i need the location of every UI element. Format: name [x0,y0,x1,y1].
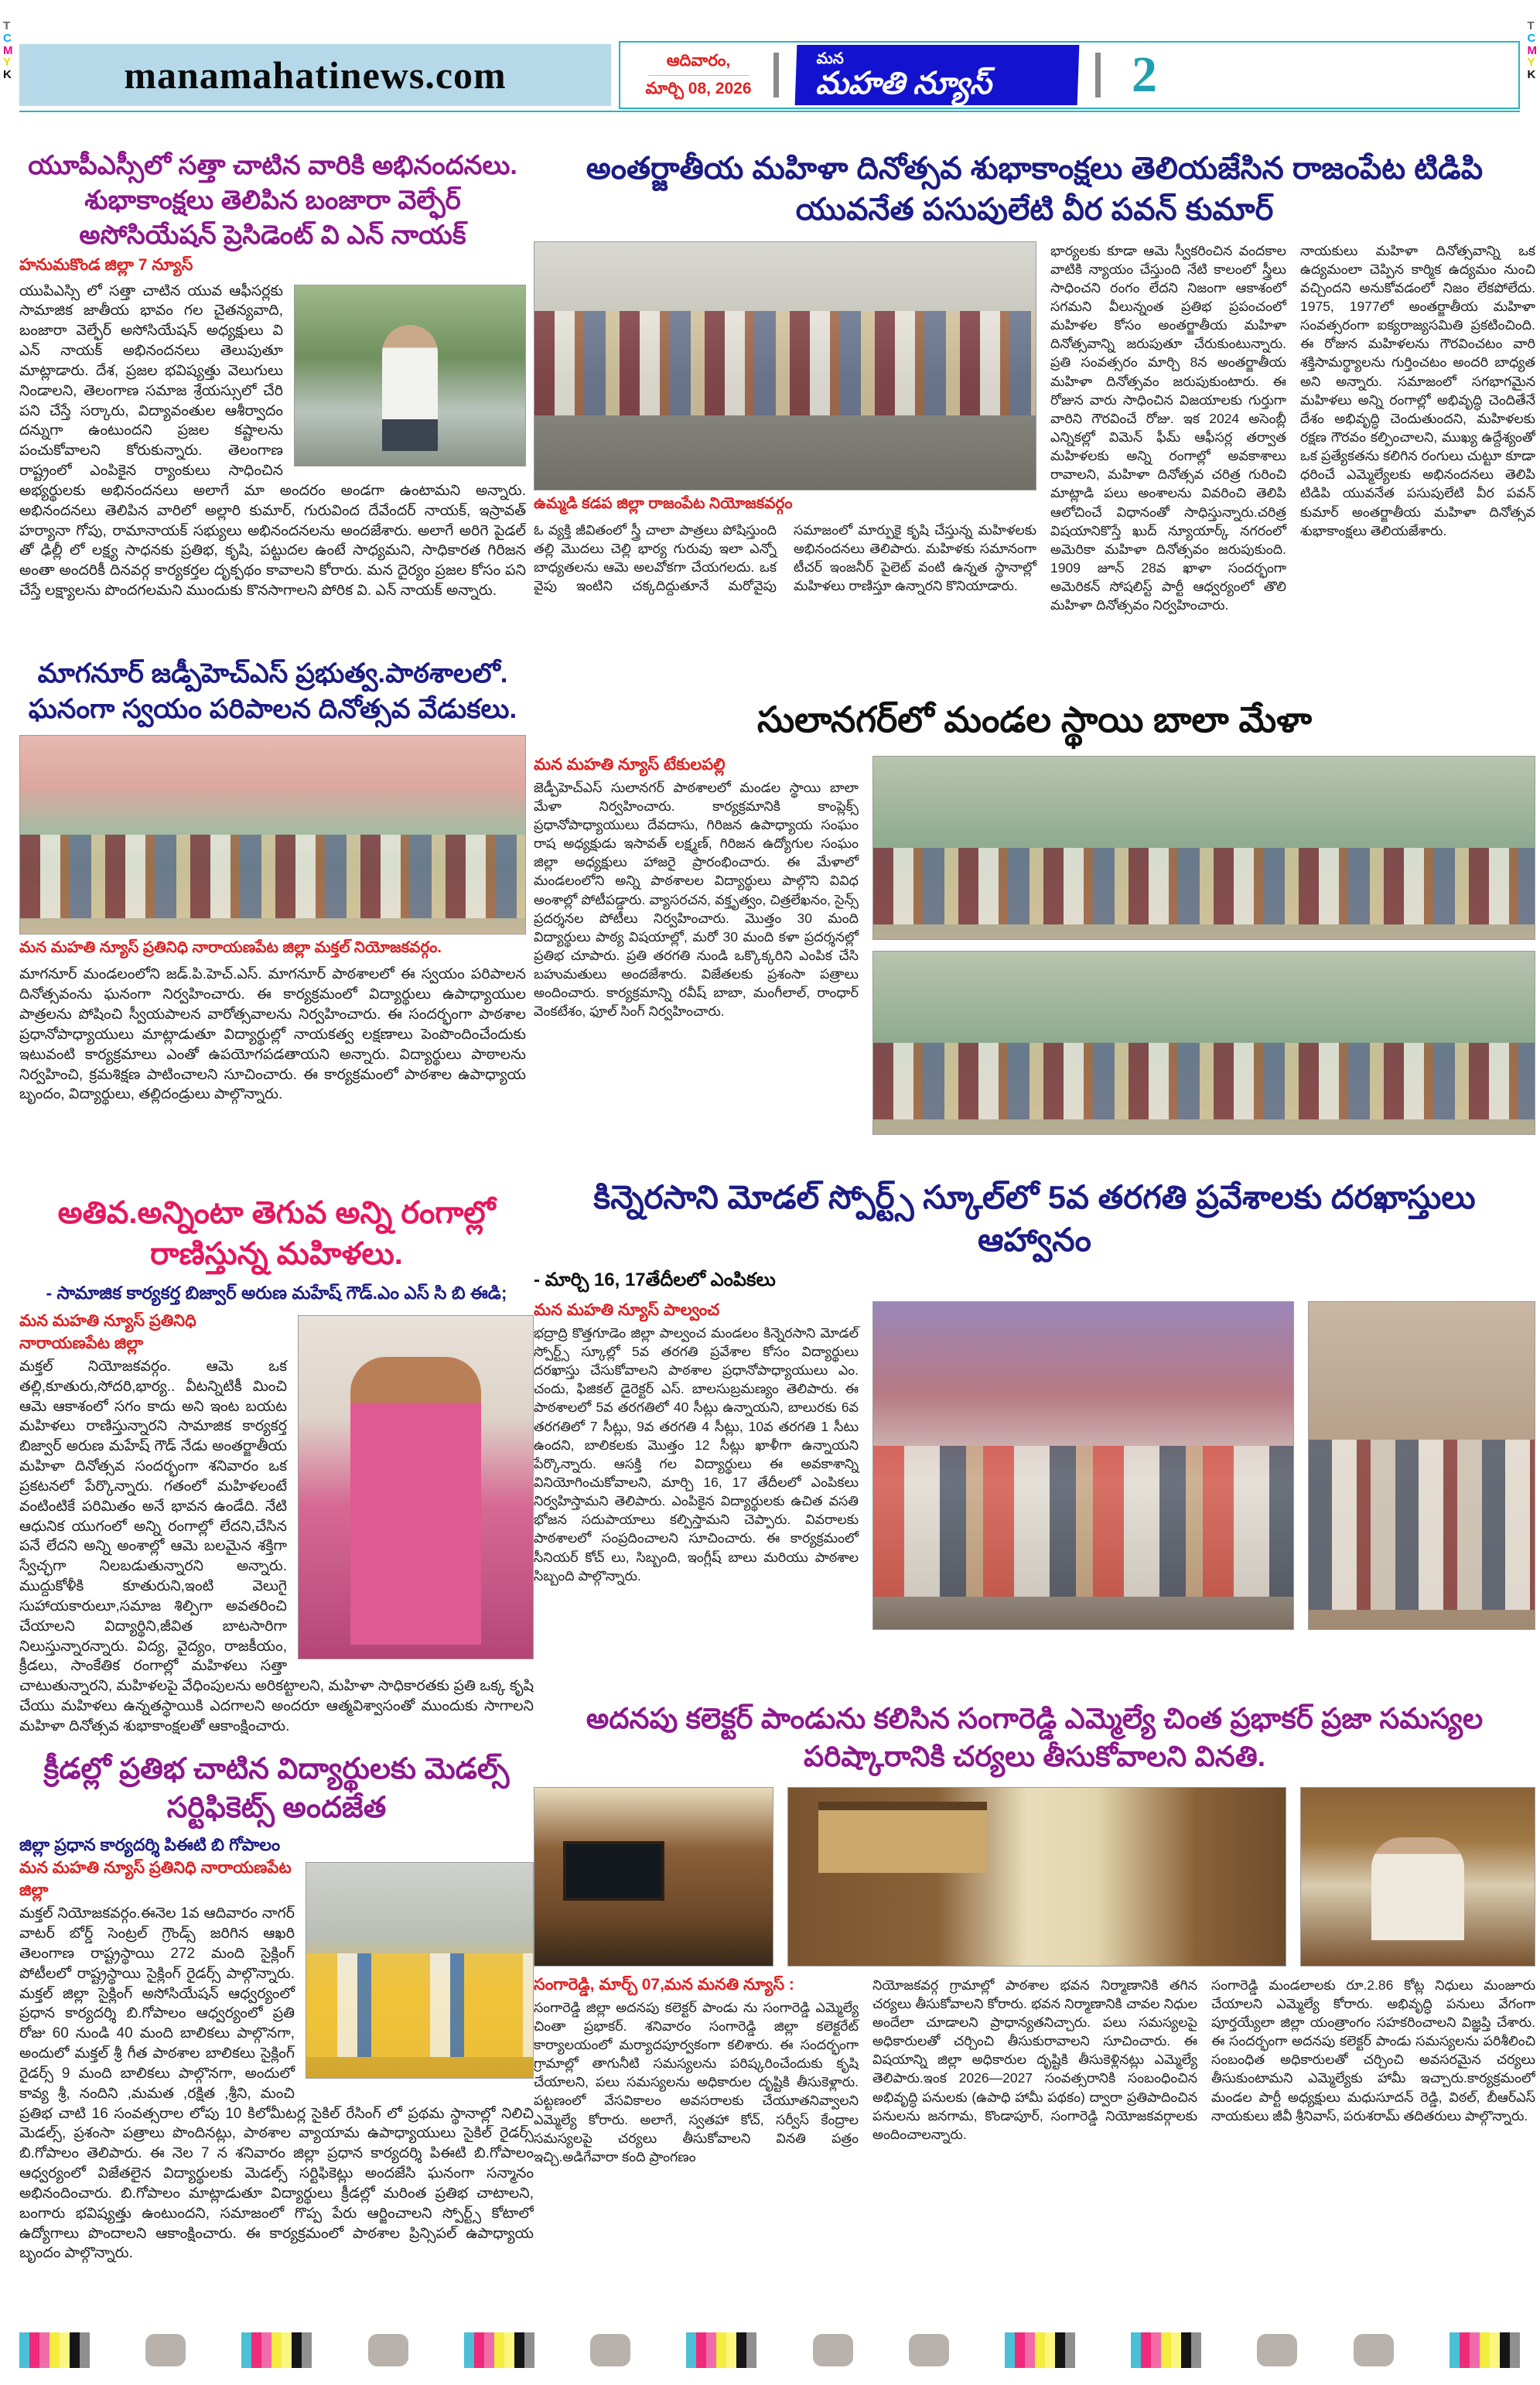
cmyk-bar-group [686,2332,756,2368]
date-value: మార్చి 08, 2026 [645,79,752,97]
article-women-achievers [19,1193,534,1746]
caption-maganur: మన మహతి న్యూస్ ప్రతినిధి నారాయణపేట జిల్లా మక్తల్ నియోజకవర్గం. [19,939,442,957]
cmyk-bar-group [1131,2332,1201,2368]
headline-mla: అదనపు కలెక్టర్ పాండును కలిసిన సంగారెడ్డి ఎమ్మెల్యే చింత ప్రభాకర్ ప్రజా సమస్యల పరిష్కారానికి చర్యలు తీసుకోవాలని వినతి. [586,1703,1484,1772]
photo-vn-nayak-waving [294,285,526,466]
cmyk-registration-strip [19,2330,1520,2370]
headline-maganur: మాగనూర్ జడ్పీహెచ్ఎస్ ప్రభుత్వ.పాఠశాలలో. ఘనంగా స్వయం పరిపాలన దినోత్సవ వేడుకలు. [28,658,517,725]
headline-balamela: సులానగర్‌లో మండల స్థాయి బాలా మేళా [756,699,1313,740]
photo-balamela-group-1 [872,756,1535,940]
cmyk-bar-group [19,2332,90,2368]
header-underline [19,111,1520,112]
photo-office-mla-reading [1300,1787,1535,1966]
gray-blob [590,2334,630,2366]
headline-women: అతివ.అన్నింటా తెగువ అన్ని రంగాల్లో రాణిస్తున్న మహిళలు. [57,1196,496,1271]
divider-bar [773,53,779,97]
subhead-medals: జిల్లా ప్రధాన కార్యదర్శి పిఈటి బి గోపాలం [19,1835,281,1855]
page-number: 2 [1132,46,1157,103]
article-mla-collector [534,1700,1535,2323]
dateline-balamela: మన మహతి న్యూస్ టేకులపల్లి [534,755,726,774]
cmyk-bar-group [1450,2332,1520,2368]
dateline-women: మన మహతి న్యూస్ ప్రతినిధి నారాయణపేట జిల్లా [19,1311,196,1352]
body-kinnerasani: భద్రాద్రి కొత్తగూడెం జిల్లా పాల్వంచ మండలం కిన్నెరసాని మోడల్ స్పోర్ట్స్ స్కూల్లో 5వ తరగతి ప్రవేశాల కోసం విద్యార్థులు దరఖాస్తు చేసుకోవాలని పాఠశాల ప్రధానోపాధ్యాయులు ఎం. చందు, ఫిజికల్ డైరెక్టర్ ఎస్. బాలసుబ్రమణ్యం తెలిపారు. ఈ పాఠశాలలో 5వ తరగతిలో 40 సీట్లు ఉన్నాయని, బాలురకు 6వ తరగతిలో 7 సీట్లు, 9వ తరగతి 4 సీట్లు, 10వ తరగతి 1 సీటు ఉందని, బాలికలకు మొత్తం 12 సీట్లు ఖాళీగా ఉన్నాయని పేర్కొన్నారు. ఆసక్తి గల విద్యార్థులు ఈ అవకాశాన్ని వినియోగించుకోవాలని, మార్చి 16, 17 తేదీలలో ఎంపికలు నిర్వహిస్తామని తెలిపారు. ఎంపికైన విద్యార్థులకు ఉచిత వసతి భోజన సదుపాయాలు కల్పిస్తామని చెప్పారు. వివరాలకు పాఠశాలలో సంప్రదించాలని సూచించారు. ఈ కార్యక్రమంలో సీనియర్ కోచ్ లు, సిబ్బంది, ఇంగ్లీష్ బాలు మరియు పాఠశాల సిబ్బంది పాల్గొన్నారు. [534,1324,859,1584]
dateline-mla: సంగారెడ్డి, మార్చ్ 07,మన మనతి న్యూస్ : [534,1975,794,1994]
photo-office-tv [534,1787,773,1966]
dateline-medals: మన మహతి న్యూస్ ప్రతినిధి నారాయణపేట జిల్లా [19,1859,292,1900]
logo-top-text: మన [816,50,845,67]
dateline-kinnerasani: మన మహతి న్యూస్ పాల్వంచ [534,1300,720,1319]
regmark-top-right: T C M Y K [1527,19,1537,81]
article-student-medals [19,1750,534,2326]
header-right [619,41,1520,109]
body-womens-day-col3: నాయకులు మహిళా దినోత్సవాన్ని ఒక ఉద్యమంలా చెప్పిన కార్మిక ఉద్యమం నుంచి వచ్చిందని అనుకోవడంలో నిజం లేకపోలేదు. 1975, 1977లో అంతర్జాతీయ మహిళా సంవత్సరంగా ఐక్యరాజ్యసమితి ప్రకటించింది. ఈ రోజున మహిళలను గౌరవించటం వారి శక్తిసామర్థ్యాలను గుర్తించటం అందరి బాధ్యత అని అన్నారు. సమాజంలో సగభాగమైన మహిళలు అన్ని రంగాల్లో అభివృద్ధి చెందితేనే దేశం అభివృద్ధి చెందుతుందని, మహిళలకు రక్షణ గౌరవం కల్పించాలని, ముఖ్య ఉద్దేశ్యంతో ఒక ప్రత్యేకతను కలిగిన రంగులు చుట్టూ కూడా ధరించే ఎమ్మెల్యేలకు అభినందనలు తెలిపి టిడిపి యువనేత పసుపులేటి వీర పవన్ కుమార్ అంతర్జాతీయ మహిళా దినోత్సవ శుభాకాంక్షలు తెలియజేశారు. [1300,242,1535,538]
body-maganur: మాగనూర్ మండలంలోని జడ్.పి.హెచ్.ఎస్. మాగనూర్ పాఠశాలలో ఈ స్వయం పరిపాలన దినోత్సవంను ఘనంగా నిర్వహించారు. ఈ కార్యక్రమంలో విద్యార్థులు ఉపాధ్యాయుల పాత్రలను పోషించి స్వీయపాలన వారోత్సవాలను నిర్వహించారు. ఈ సందర్భంగా పాఠశాల ప్రధానోపాధ్యాయులు మాట్లాడుతూ విద్యార్థుల్లో నాయకత్వ లక్షణాలు పెంపొందించేందుకు ఇటువంటి కార్యక్రమాలు ఎంతో ఉపయోగపడతాయని అన్నారు. విద్యార్థులు పాఠాలను నిర్వహించి, క్రమశిక్షణ పాటించాలని సూచించారు. ఈ కార్యక్రమంలో పాఠశాల ఉపాధ్యాయ బృందం, విద్యార్థులు, తల్లిదండ్రులు పాల్గొన్నారు. [19,966,526,1103]
date-block [640,51,756,99]
body-upsc: యుపిఎస్సి లో సత్తా చాటిన యువ ఆఫీసర్లకు సామాజిక జాతీయ భావం గల చైతన్యవాది, బంజారా వెల్ఫేర్ అసోసియేషన్ అధ్యక్షులు వి ఎన్ నాయక్ అభినందనలు తెలుపుతూ మాట్లాడారు. దేశ, ప్రజల భవిష్యత్తు వెలుగులు నిండాలని, తెలంగాణ సమాజ శ్రేయస్సులో చేరి పని చేస్తే సర్కారు, విద్యావంతుల ఆశీర్వాదం దన్నుగా ఉంటుందని ప్రజల కష్టాలను పంచుకోవాలని కోరుకున్నారు. తెలంగాణ రాష్ట్రంలో ఎంపికైన ర్యాంకులు సాధించిన అభ్యర్థులకు అభినందనలు అలాగే మా అందరం అండగా ఉంటామని అన్నారు. అభినందనలు తెలిపిన వారిలో అల్లారి కుమార్, గురువింద దేవేందర్ నాయక్, ఇస్రావత్ హర్యానా గోపు, రామానాయక్ సభ్యులు అభినందనలను అందజేశారు. అలాగే అరిగె పైడల్ తో ఢిల్లీ లో లక్ష్య సాధనకు ప్రతిభ, కృషి, పట్టుదల ఉంటే సాధ్యమని, సాధికారత గిరిజన అంతా అందరికీ దినవర్గ కార్యకర్తల దృక్పథం కావాలని కోరారు. మన దైర్యం ప్రజల కోసం పని చేస్తే లక్ష్యాలను పొందగలమని ముందుకు కొనసాగాలని పోరిక వి. ఎన్ నాయక్ అన్నారు. [19,282,526,600]
article-sulanagar-balamela [534,696,1535,1174]
gray-blob [145,2334,186,2366]
body-womens-day-col2: భార్యలకు కూడా ఆమె స్వీకరించిన వందకాల వాటికి న్యాయం చేస్తుంది నేటి కాలంలో స్త్రీలు సాధించని రంగం లేదని నిజంగా ఆకాశంలో సగమని వీలున్నంత ప్రతిభ ప్రపంచంలో మహిళల కోసం అంతర్జాతీయ మహిళా దినోత్సవాన్ని జరుపుతూ చేరుకుంటున్నారు. ప్రతి సంవత్సరం మార్చి 8న అంతర్జాతీయ మహిళా దినోత్సవం జరుపుకుంటారు. ఈ రోజున వారు సాధించిన విజయాలకు గుర్తుగా వారిని గౌరవించే రోజు. ఇక 2024 అసెంబ్లీ ఎన్నికల్లో విమెన్ ఫీమ్ ఆఫీసర్ల తర్వాత మహిళలకు అన్ని రంగాల్లో అవకాశాలు రావాలని, మహిళా దినోత్సవ చరిత్ర గురించి మాట్లాడి పలు అంశాలను వివరించి తెలిపి ఆలోచించే విధానంతో సాధిస్తున్నారు.చరిత్ర విషయానికొస్తే ఖుద్ న్యూయార్క్ నగరంలో అమెరికా మహిళా దినోత్సవం జరుపుకుంది. 1909 జూన్ 28వ ఖాళా సందర్భంగా అమెరికన్ సోషలిస్ట్ పార్టీ ఆధ్వర్యంలో తొలి మహిళా దినోత్సవం నిర్వహించారు. [1050,242,1286,613]
cmyk-bar-group [241,2332,312,2368]
body-balamela: జెడ్పీహెచ్ఎస్ సులానగర్ పాఠశాలలో మండల స్థాయి బాలా మేళా నిర్వహించారు. కార్యక్రమానికి కాంప్లెక్స్ ప్రధానోపాధ్యాయులు దేవదాసు, గిరిజన ఉపాధ్యాయ సంఘం రాష అధ్యక్షుడు ఇసావత్ లక్ష్మణ్, గిరిజన ఉద్యోగుల సంఘం జిల్లా అధ్యక్షులు హాజరై ప్రారంభించారు. ఈ మేళాలో మండలంలోని అన్ని పాఠశాలల విద్యార్థులు పాల్గొని వివిధ అంశాల్లో పోటీపడ్డారు. వ్యాసరచన, వక్తృత్వం, చిత్రలేఖనం, సైన్స్ ప్రదర్శనల పోటీలు నిర్వహించారు. మొత్తం 30 మంది విద్యార్థులు పాఠ్య విషయాల్లో, మరో 30 మంది కళా ప్రదర్శనల్లో ప్రతిభ చూపారు. ప్రతి తరగతి నుండి ఒక్కొక్కరిని ఎంపిక చేసి బహుమతులు అందజేశారు. విజేతలకు ప్రశంసా పత్రాలు అందించారు. కార్యక్రమాన్ని రవీష్ బాబా, మంగీలాల్, రాంధార్ వెంకటేశం, ఫూల్ సింగ్ నిర్వహించారు. [534,779,859,1020]
logo-main-text: మహతి న్యూస్ [814,67,992,101]
photo-maganur-school-group [19,735,526,935]
cmyk-bar-group [1005,2332,1075,2368]
body-mla-col2: నియోజకవర్గ గ్రామాల్లో పాఠశాల భవన నిర్మాణానికి తగిన చర్యలు తీసుకోవాలని కోరారు. భవన నిర్మాణానికి చావల నిధుల అందేలా చూడాలని ప్రాధాన్యతనిచ్చారు. పలు సమస్యలపై అధికారులతో చర్చించి తీసుకురావాలని సూచించారు. ఈ విషయాన్ని జిల్లా అధికారుల దృష్టికి తీసుకెళ్లినట్లు ఎమ్మెల్యే తెలిపారు.ఇంక 2026—2027 సంవత్సరానికి సంబంధించిన అభివృద్ధి పనులకు (ఉపాధి హామీ పథకం) ద్వారా ప్రతిపాదించిన పనులను జనగామ, కొండాపూర్, సంగారెడ్డి నియోజకవర్గాలకు అందించాలన్నారు. [872,1977,1197,2142]
article-womens-day-tdp [534,149,1535,694]
headline-kinnerasani: కిన్నెరసాని మోడల్ స్పోర్ట్స్ స్కూల్‌లో 5వ తరగతి ప్రవేశాలకు దరఖాస్తులు ఆహ్వానం [593,1179,1476,1259]
cmyk-bar-group [464,2332,534,2368]
headline-womens-day: అంతర్జాతీయ మహిళా దినోత్సవ శుభాకాంక్షలు తెలియజేసిన రాజంపేట టిడిపి యువనేత పసుపులేటి వీర పవన్ కుమార్ [586,152,1484,227]
photo-students-medals [306,1862,534,2079]
photo-office-cabinets [787,1787,1286,1966]
site-title: manamahatinews.com [124,53,507,97]
caption-rally: ఉమ్మడి కడప జిల్లా రాజంపేట నియోజకవర్గం [534,494,793,512]
masthead-banner [19,44,611,106]
subhead-women: - సామాజిక కార్యకర్త బిజ్వార్ అరుణ మహేష్ గౌడ్.ఎం ఎస్ సి బి ఈడి; [46,1282,507,1303]
headline-upsc: యూపీఎస్సీలో సత్తా చాటిన వారికి అభినందనలు. శుభాకాంక్షలు తెలిపిన బంజారా వెల్ఫేర్ అసోసియేషన్ ప్రెసిడెంట్ వి ఎన్ నాయక్ [28,151,517,250]
body-women: మక్తల్ నియోజకవర్గం. ఆమె ఒక తల్లి,కూతురు,సోదరి,భార్య.. వీటన్నిటికీ మించి ఆమె ఆకాశంలో సగం కాదు అని ఇంట బయట మహిళలు రాణిస్తున్నారని సామాజిక కార్యకర్త బిజ్వార్ అరుణ మహేష్ గౌడ్ నేడు అంతర్జాతీయ మహిళా దినోత్సవ సందర్భంగా శనివారం ఒక ప్రకటనలో పేర్కొన్నారు. గతంలో మహిళలంటే వంటింటికే పరిమితం అనే భావన ఉండేది. నేటి ఆధునిక యుగంలో అన్ని రంగాల్లో లేదని,చేసిన పనే లేదని అన్ని అంశాల్లో ఆమె బలమైన శక్తిగా స్వేచ్ఛగా నిలబడుతున్నారని అన్నారు. ముద్దుకోళీకి కూతురుని,ఇంటి వెలుగై సుహాయకారులూ,సమాజ శిల్పిగా అవతరించి చేయాలని విద్యార్థిని,జీవిత బాటసారిగా నిలుస్తున్నారన్నారు. విద్య, వైద్యం, రాజకీయం, క్రీడలు, సాంకేతిక రంగాల్లో మహిళలు సత్తా చాటుతున్నారని, మహిళలపై వేధింపులను అరికట్టాలని, మహిళా సాధికారతకు ప్రతి ఒక్క కృషి చేయు మహిళలు ఉన్నతస్థాయికి ఎదగాలని అందరూ ఆత్మవిశ్వాసంతో ముందుకు సాగాలని మహిళా దినోత్సవ శుభాకాంక్షలతో ఆకాంక్షించారు. [19,1358,534,1734]
photo-cycle-rally [534,241,1036,490]
regmark-top-left: T C M Y K [3,19,13,81]
body-womens-day-main: ఓ వ్యక్తి జీవితంలో స్త్రీ చాలా పాత్రలు పోషిస్తుంది తల్లి మొదలు చెల్లి భార్య గురువు ఇలా ఎన్నో బాధ్యతలను ఆమె అలవోకగా చేయగలదు. ఒక వైపు ఇంటిని చక్కదిద్దుతూనే మరోవైపు సమాజంలో మార్పుకై కృషి చేస్తున్న మహిళలకు అభినందనలు తెలిపారు. మహిళకు సమానంగా టీచర్ ఇంజనీర్ పైలెట్ వంటి ఉన్నత స్థానాల్లో మహిళలు రాణిస్తూ ఉన్నారని కొనియాడారు. [534,521,1036,594]
divider-bar [1095,53,1101,97]
article-upsc-congrats [19,149,526,651]
gray-blob [1354,2334,1394,2366]
gray-blob [909,2334,949,2366]
body-mla-col1: సంగారెడ్డి జిల్లా అదనపు కలెక్టర్ పాండు ను సంగారెడ్డి ఎమ్మెల్యే చింతా ప్రభాకర్. శనివారం సంగారెడ్డి జిల్లా కలెక్టరేట్ కార్యాలయంలో మర్యాదపూర్వకంగా కలిశారు. ఈ సందర్భంగా గ్రామాల్లో తాగునీటి సమస్యలను పరిష్కరించేందుకు కృషి చేయాలని, పలు సమస్యలను అధికారుల దృష్టికి తీసుకెళ్లారు. పట్టణంలో వేసవికాలం అవసరాలకు చేయూతనివ్వాలని ఎమ్మెల్యే కోరారు. అలాగే, స్వతహా కోచ్, సర్వీస్ కేంద్రాల సమస్యలపై చర్యలు తీసుకోవాలని వినతి పత్రం ఇచ్చి.అడిగేవారా కంది ప్రాంగణం [534,1999,859,2165]
subhead-kinnerasani: - మార్చి 16, 17తేదీలలో ఎంపికలు [534,1269,776,1290]
photo-woman-activist [298,1315,534,1659]
photo-kinnerasani-officials [872,1301,1294,1630]
date-weekday: ఆదివారం, [666,52,731,70]
gray-blob [1257,2334,1297,2366]
dateline-upsc: హనుమకొండ జిల్లా 7 న్యూస్ [19,255,193,274]
paper-logo [795,45,1080,105]
gray-blob [368,2334,408,2366]
article-kinnerasani-admissions [534,1176,1535,1696]
photo-balamela-group-2 [872,951,1535,1135]
headline-medals: క్రీడల్లో ప్రతిభ చాటిన విద్యార్థులకు మెడల్స్ సర్టిఫికెట్స్ అందజేత [43,1753,510,1825]
photo-kinnerasani-applicants [1308,1301,1535,1630]
body-medals: మక్తల్ నియోజకవర్గం.ఈనెల 1వ ఆదివారం నాగర్ వాటర్ బోర్డ్ సెంట్రల్ గ్రౌండ్స్ జరిగిన ఆఖరి తెలంగాణ రాష్ట్రస్థాయి 272 మంది సైక్లింగ్ పోటీలలో రాష్ట్రస్థాయి సైక్లింగ్ రైడర్స్ పాల్గొన్నారు. మక్తల్ జిల్లా సైక్లింగ్ అసోసియేషన్ ఆధ్వర్యంలో ప్రధాన కార్యదర్శి బి.గోపాలం ఆధ్వర్యంలో ప్రతి రోజు 60 నుండి 40 మంది బాలికలు పాల్గొనగా, అందులో మక్తల్ శ్రీ గీత పాఠశాల బాలికలు సైక్లింగ్ రైడర్స్ 9 మంది బాలికలు పాల్గొనగా, అందులో కావ్య శ్రీ, నందిని ,మమత ,రక్షిత ,శ్రీని, మంచి ప్రతిభ చాటి 16 సంవత్సరాల లోపు 10 కిలోమీటర్ల సైకిల్ రేసింగ్ లో ప్రథమ స్థానాల్లో నిలిచి మెడల్స్, ప్రశంసా పత్రాలు పొందినట్లు, పాఠశాల వ్యాయామ ఉపాధ్యాయులు సైకిల్ రైడర్స్ బి.గోపాలం తెలిపారు. ఈ నెల 7 న శనివారం జిల్లా ప్రధాన కార్యదర్శి పిఈటి బి.గోపాలం ఆధ్వర్యంలో విజేతలైన విద్యార్థులకు మెడల్స్ సర్టిఫికెట్లు అందజేసి ఘనంగా సన్మానం అభినందించారు. బి.గోపాలం మాట్లాడుతూ విద్యార్థులు క్రీడల్లో మరింత ప్రతిభ చాటాలని, బంగారు భవిష్యత్తు ఉంటుందని, సమాజంలో గొప్ప పేరు ఆర్జించాలని స్పోర్ట్స్ కోటాలో ఉద్యోగాలు పొందాలని ఆకాంక్షించారు. ఈ కార్యక్రమంలో పాఠశాల ప్రిన్సిపల్ ఉపాధ్యాయ బృందం పాల్గొన్నారు. [19,1905,534,2262]
article-maganur-school [19,656,526,1190]
body-mla-col3: సంగారెడ్డి మండలాలకు రూ.2.86 కోట్ల నిధులు మంజూరు చేయాలని ఎమ్మెల్యే కోరారు. అభివృద్ధి పనులు వేగంగా పూర్తయ్యేలా జిల్లా యంత్రాంగం సహకరించాలని విజ్ఞప్తి చేశారు. ఈ సందర్భంగా అదనపు కలెక్టర్ పాండు సమస్యలను పరిశీలించి సంబంధిత అధికారులతో చర్చించి అవసరమైన చర్యలు తీసుకుంటామని ఎమ్మెల్యేకు హామీ ఇచ్చారు.కార్యక్రమంలో మండల పార్టీ అధ్యక్షులు మధుసూదన్ రెడ్డి, విఠల్, బీఆర్ఎస్ నాయకులు జీవీ శ్రీనివాస్, పరుశరామ్ తదితరులు పాల్గొన్నారు. [1211,1977,1535,2124]
gray-blob [813,2334,853,2366]
